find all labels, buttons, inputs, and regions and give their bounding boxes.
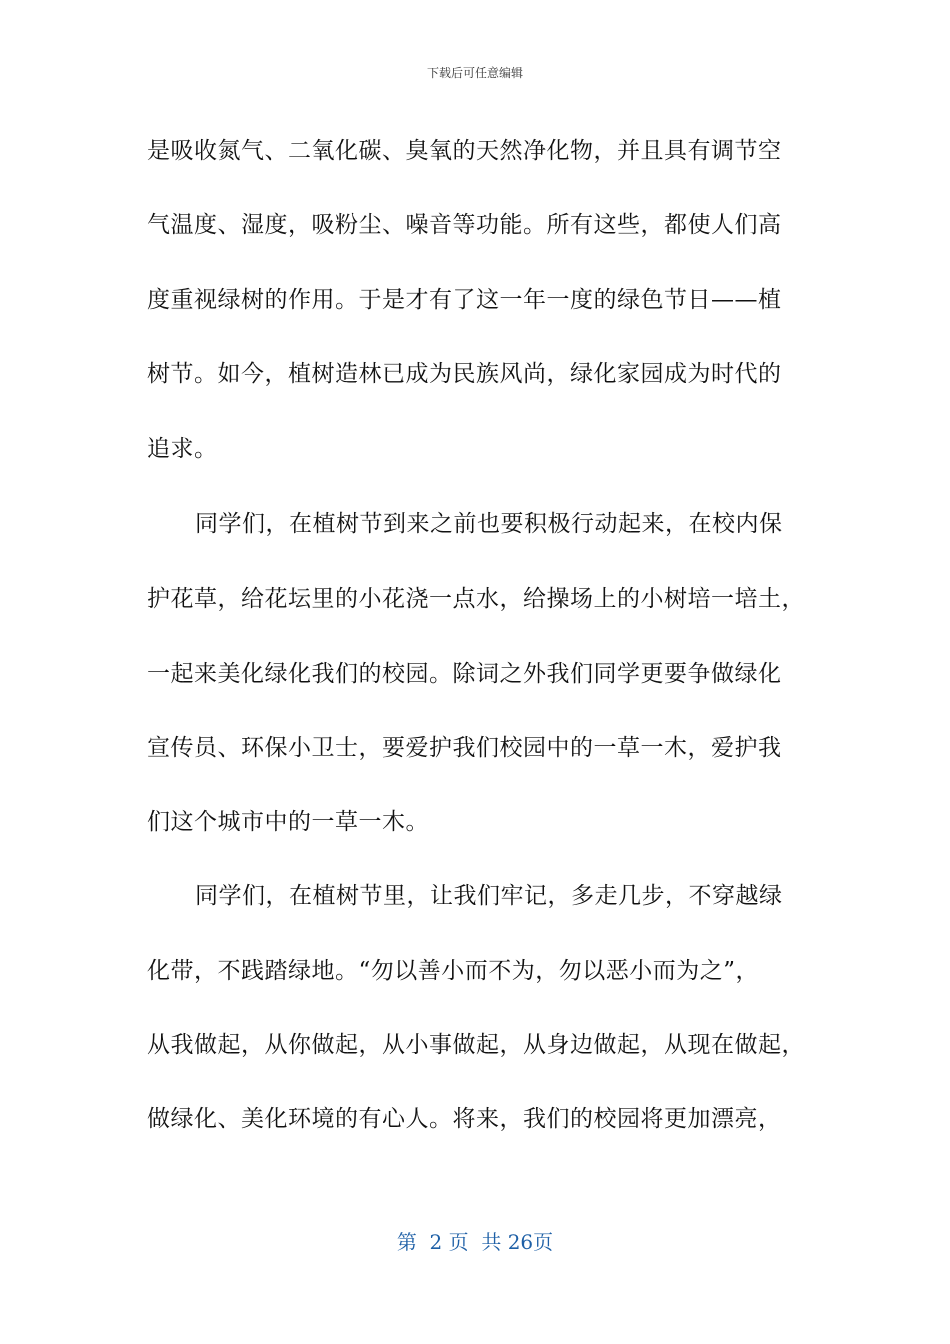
text-line: 宣传员、环保小卫士，要爱护我们校园中的一草一木，爱护我 [147,735,782,761]
text-line: 做绿化、美化环境的有心人。将来，我们的校园将更加漂亮， [147,1106,782,1132]
paragraph-first-line: 同学们，在植树节里，让我们牢记，多走几步，不穿越绿 [195,883,783,909]
text-line: 化带，不践踏绿地。“勿以善小而不为，勿以恶小而为之”， [147,958,760,984]
page-header: 下载后可任意编辑 [426,66,523,80]
text-line: 是吸收氮气、二氧化碳、臭氧的天然净化物，并且具有调节空 [147,138,782,164]
text-line: 追求。 [147,436,218,462]
text-line: 树节。如今，植树造林已成为民族风尚，绿化家园成为时代的 [147,361,782,387]
text-line: 护花草，给花坛里的小花浇一点水，给操场上的小树培一培土， [147,586,805,612]
text-line: 从我做起，从你做起，从小事做起，从身边做起，从现在做起， [147,1032,805,1058]
text-line: 一起来美化绿化我们的校园。除词之外我们同学更要争做绿化 [147,661,782,687]
paragraph-first-line: 同学们，在植树节到来之前也要积极行动起来，在校内保 [195,511,783,537]
text-line: 度重视绿树的作用。于是才有了这一年一度的绿色节日——植 [147,287,782,313]
text-line: 气温度、湿度，吸粉尘、噪音等功能。所有这些，都使人们高 [147,212,782,238]
page-number-footer: 第 2 页 共 26页 [396,1230,554,1254]
text-line: 们这个城市中的一草一木。 [147,809,429,835]
